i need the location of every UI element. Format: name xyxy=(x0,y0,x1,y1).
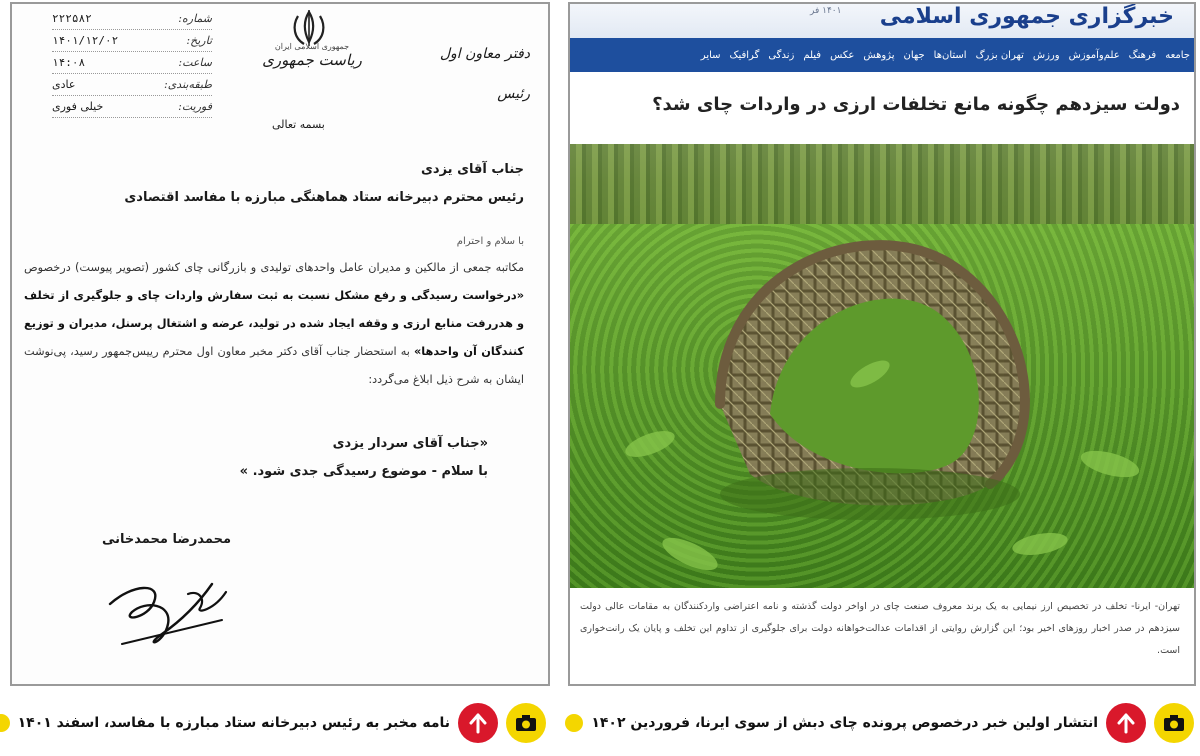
letter-number-row xyxy=(52,8,212,30)
letter-greeting: با سلام و احترام xyxy=(456,236,524,247)
date-value: ۱۴۰۱/۱۲/۰۲ xyxy=(52,34,119,47)
date-label: تاریخ: xyxy=(186,34,212,47)
news-date: ۱۴۰۱ فر xyxy=(810,6,842,16)
urgency-label: فوریت: xyxy=(178,100,212,113)
letter-classification-row xyxy=(52,74,212,96)
signature-mark xyxy=(102,564,242,654)
letter-body xyxy=(24,254,524,394)
directive-line-1: «جناب آقای سردار یزدی xyxy=(332,436,488,451)
letter-addressee xyxy=(44,156,524,212)
signer-name: محمدرضا محمدخانی xyxy=(102,532,232,547)
urgency-value: خیلی فوری xyxy=(52,100,104,113)
news-lead-paragraph: تهران- ایرنا- تخلف در تخصیص ارز نیمایی به یک برند معروف صنعت چای در اواخر دولت گذشته و نامه اعتراضی واردکنندگان به مقامات عالی دولت سیزدهم در صدر اخبار روزهای اخیر بود؛ این گزارش روایتی از اقدامات عدالت‌خواهانه دولت برای جلوگیری از تداوم این تخلف و پایان یک رانت‌خواری است. xyxy=(580,601,1180,656)
nav-item[interactable]: سایر xyxy=(700,49,721,61)
camera-icon xyxy=(506,703,546,743)
arrow-up-icon xyxy=(458,703,498,743)
caption-bullet xyxy=(0,714,10,732)
news-nav-bar xyxy=(570,38,1194,72)
addressee-title: رئیس محترم دبیرخانه ستاد هماهنگی مبارزه با مفاسد اقتصادی xyxy=(124,190,524,205)
nav-item[interactable]: جامعه xyxy=(1165,49,1190,61)
letter-date-row xyxy=(52,30,212,52)
news-agency-name: خبرگزاری جمهوری اسلامی xyxy=(879,4,1174,29)
caption-letter xyxy=(0,700,546,746)
addressee-name: جناب آقای یزدی xyxy=(421,162,524,177)
news-article-screenshot xyxy=(568,2,1196,686)
bismillah-text: بسمه تعالی xyxy=(272,118,325,131)
wicker-basket-drawing xyxy=(570,144,1194,588)
org-country: جمهوری اسلامی ایران xyxy=(274,42,350,51)
news-headline[interactable]: دولت سیزدهم چگونه مانع تخلفات ارزی در واردات چای شد؟ xyxy=(652,94,1180,115)
nav-item[interactable]: پژوهش xyxy=(863,49,895,61)
nav-item[interactable]: فیلم xyxy=(803,49,822,61)
office-title xyxy=(420,34,530,114)
office-line-1: دفتر معاون اول xyxy=(439,46,530,62)
caption-news xyxy=(565,700,1194,746)
arrow-up-icon xyxy=(1106,703,1146,743)
classification-value: عادی xyxy=(52,78,76,91)
caption-bullet xyxy=(565,714,583,732)
classification-label: طبقه‌بندی: xyxy=(163,78,212,91)
org-presidency: ریاست جمهوری xyxy=(262,51,362,69)
nav-item[interactable]: علم‌وآموزش xyxy=(1068,49,1120,61)
letter-meta xyxy=(52,8,212,118)
camera-icon xyxy=(1154,703,1194,743)
nav-item[interactable]: گرافیک xyxy=(729,49,760,61)
nav-item[interactable]: عکس xyxy=(830,49,855,61)
number-value: ۲۲۲۵۸۲ xyxy=(52,12,92,25)
nav-item[interactable]: استان‌ها xyxy=(933,49,967,61)
letter-organization xyxy=(252,42,372,69)
letter-urgency-row xyxy=(52,96,212,118)
caption-letter-text: نامه مخبر به رئیس دبیرخانه ستاد مبارزه با مفاسد، اسفند ۱۴۰۱ xyxy=(17,715,450,731)
nav-item[interactable]: ورزش xyxy=(1032,49,1060,61)
news-brand-bar xyxy=(570,4,1194,38)
time-value: ۱۴:۰۸ xyxy=(52,56,86,69)
number-label: شماره: xyxy=(178,12,212,25)
nav-item[interactable]: تهران بزرگ xyxy=(975,49,1024,61)
body-part-1: مکاتبه جمعی از مالکین و مدیران عامل واحدهای تولیدی و بازرگانی چای کشور (تصویر پیوست) درخصوص xyxy=(24,261,524,274)
body-part-2: به استحضار جناب آقای دکتر مخبر معاون اول محترم رییس‌جمهور رسید، پی‌نوشت ایشان به شرح ذیل ابلاغ می‌گردد: xyxy=(24,345,524,386)
time-label: ساعت: xyxy=(178,56,212,69)
directive-line-2: با سلام - موضوع رسیدگی جدی شود. » xyxy=(239,464,488,479)
nav-item[interactable]: جهان xyxy=(903,49,925,61)
office-line-2: رئیس xyxy=(497,86,530,102)
letter-document xyxy=(10,2,550,686)
tea-basket-photo xyxy=(570,144,1194,588)
body-bold-request: «درخواست رسیدگی و رفع مشکل نسبت به ثبت سفارش واردات چای و جلوگیری از تخلف و هدررفت منابع ارزی و وقفه ایجاد شده در تولید، عرضه و اشتغال پرسنل، مدیران و توزیع کنندگان آن واحدها» xyxy=(24,289,524,358)
letter-time-row xyxy=(52,52,212,74)
letter-directive xyxy=(208,430,488,486)
caption-news-text: انتشار اولین خبر درخصوص پرونده چای دبش از سوی ایرنا، فروردین ۱۴۰۲ xyxy=(591,715,1098,731)
nav-item[interactable]: فرهنگ xyxy=(1128,49,1157,61)
nav-item[interactable]: زندگی xyxy=(768,49,795,61)
